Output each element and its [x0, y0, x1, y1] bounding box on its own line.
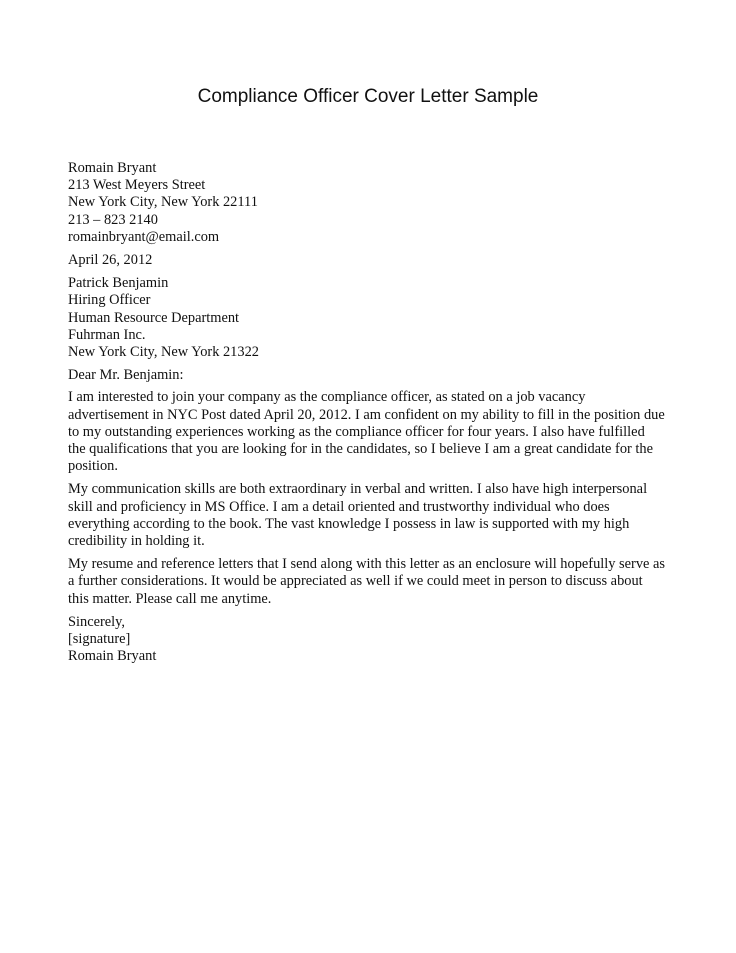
paragraph-line: this matter. Please call me anytime. [68, 590, 272, 607]
sender-address [68, 160, 684, 246]
paragraph-line: to my outstanding experiences working as the compliance officer for four years. I also have fulfilled [68, 423, 645, 440]
recipient-position: Hiring Officer [68, 292, 151, 309]
paragraph-line: advertisement in NYC Post dated April 20, 2012. I am confident on my ability to fill in the position due [68, 406, 665, 423]
letter-date: April 26, 2012 [68, 252, 153, 269]
paragraph-line: My communication skills are both extraordinary in verbal and written. I also have high interpersonal [68, 481, 648, 498]
paragraph-line: My resume and reference letters that I send along with this letter as an enclosure will hopefully serve as [68, 556, 666, 573]
closing-block [68, 614, 684, 666]
signer-name: Romain Bryant [68, 648, 157, 665]
paragraph-line: credibility in holding it. [68, 533, 205, 550]
paragraph-line: I am interested to join your company as the compliance officer, as stated on a job vacancy [68, 389, 586, 406]
paragraph-line: skill and proficiency in MS Office. I am a detail oriented and trustworthy individual who does [68, 498, 610, 515]
recipient-city: New York City, New York 21322 [68, 344, 259, 361]
paragraph-line: a further considerations. It would be appreciated as well if we could meet in person to discuss about [68, 573, 643, 590]
sender-phone: 213 – 823 2140 [68, 211, 158, 228]
signature-placeholder: [signature] [68, 631, 131, 648]
paragraph-2 [68, 481, 684, 550]
paragraph-line: the qualifications that you are looking for in the candidates, so I believe I am a great candidate for the [68, 441, 653, 458]
paragraph-line: everything according to the book. The vast knowledge I possess in law is supported with my high [68, 515, 630, 532]
letter-body [68, 160, 684, 665]
paragraph-line: position. [68, 458, 118, 475]
closing: Sincerely, [68, 613, 126, 630]
paragraph-1 [68, 389, 684, 475]
salutation: Dear Mr. Benjamin: [68, 367, 184, 384]
sender-street: 213 West Meyers Street [68, 177, 206, 194]
document-title: Compliance Officer Cover Letter Sample [197, 86, 539, 107]
recipient-name: Patrick Benjamin [68, 275, 169, 292]
paragraph-3 [68, 556, 684, 608]
recipient-address [68, 275, 684, 361]
sender-city: New York City, New York 22111 [68, 194, 258, 211]
sender-email: romainbryant@email.com [68, 228, 220, 245]
sender-name: Romain Bryant [68, 160, 157, 176]
recipient-department: Human Resource Department [68, 309, 240, 326]
recipient-company: Fuhrman Inc. [68, 326, 146, 343]
